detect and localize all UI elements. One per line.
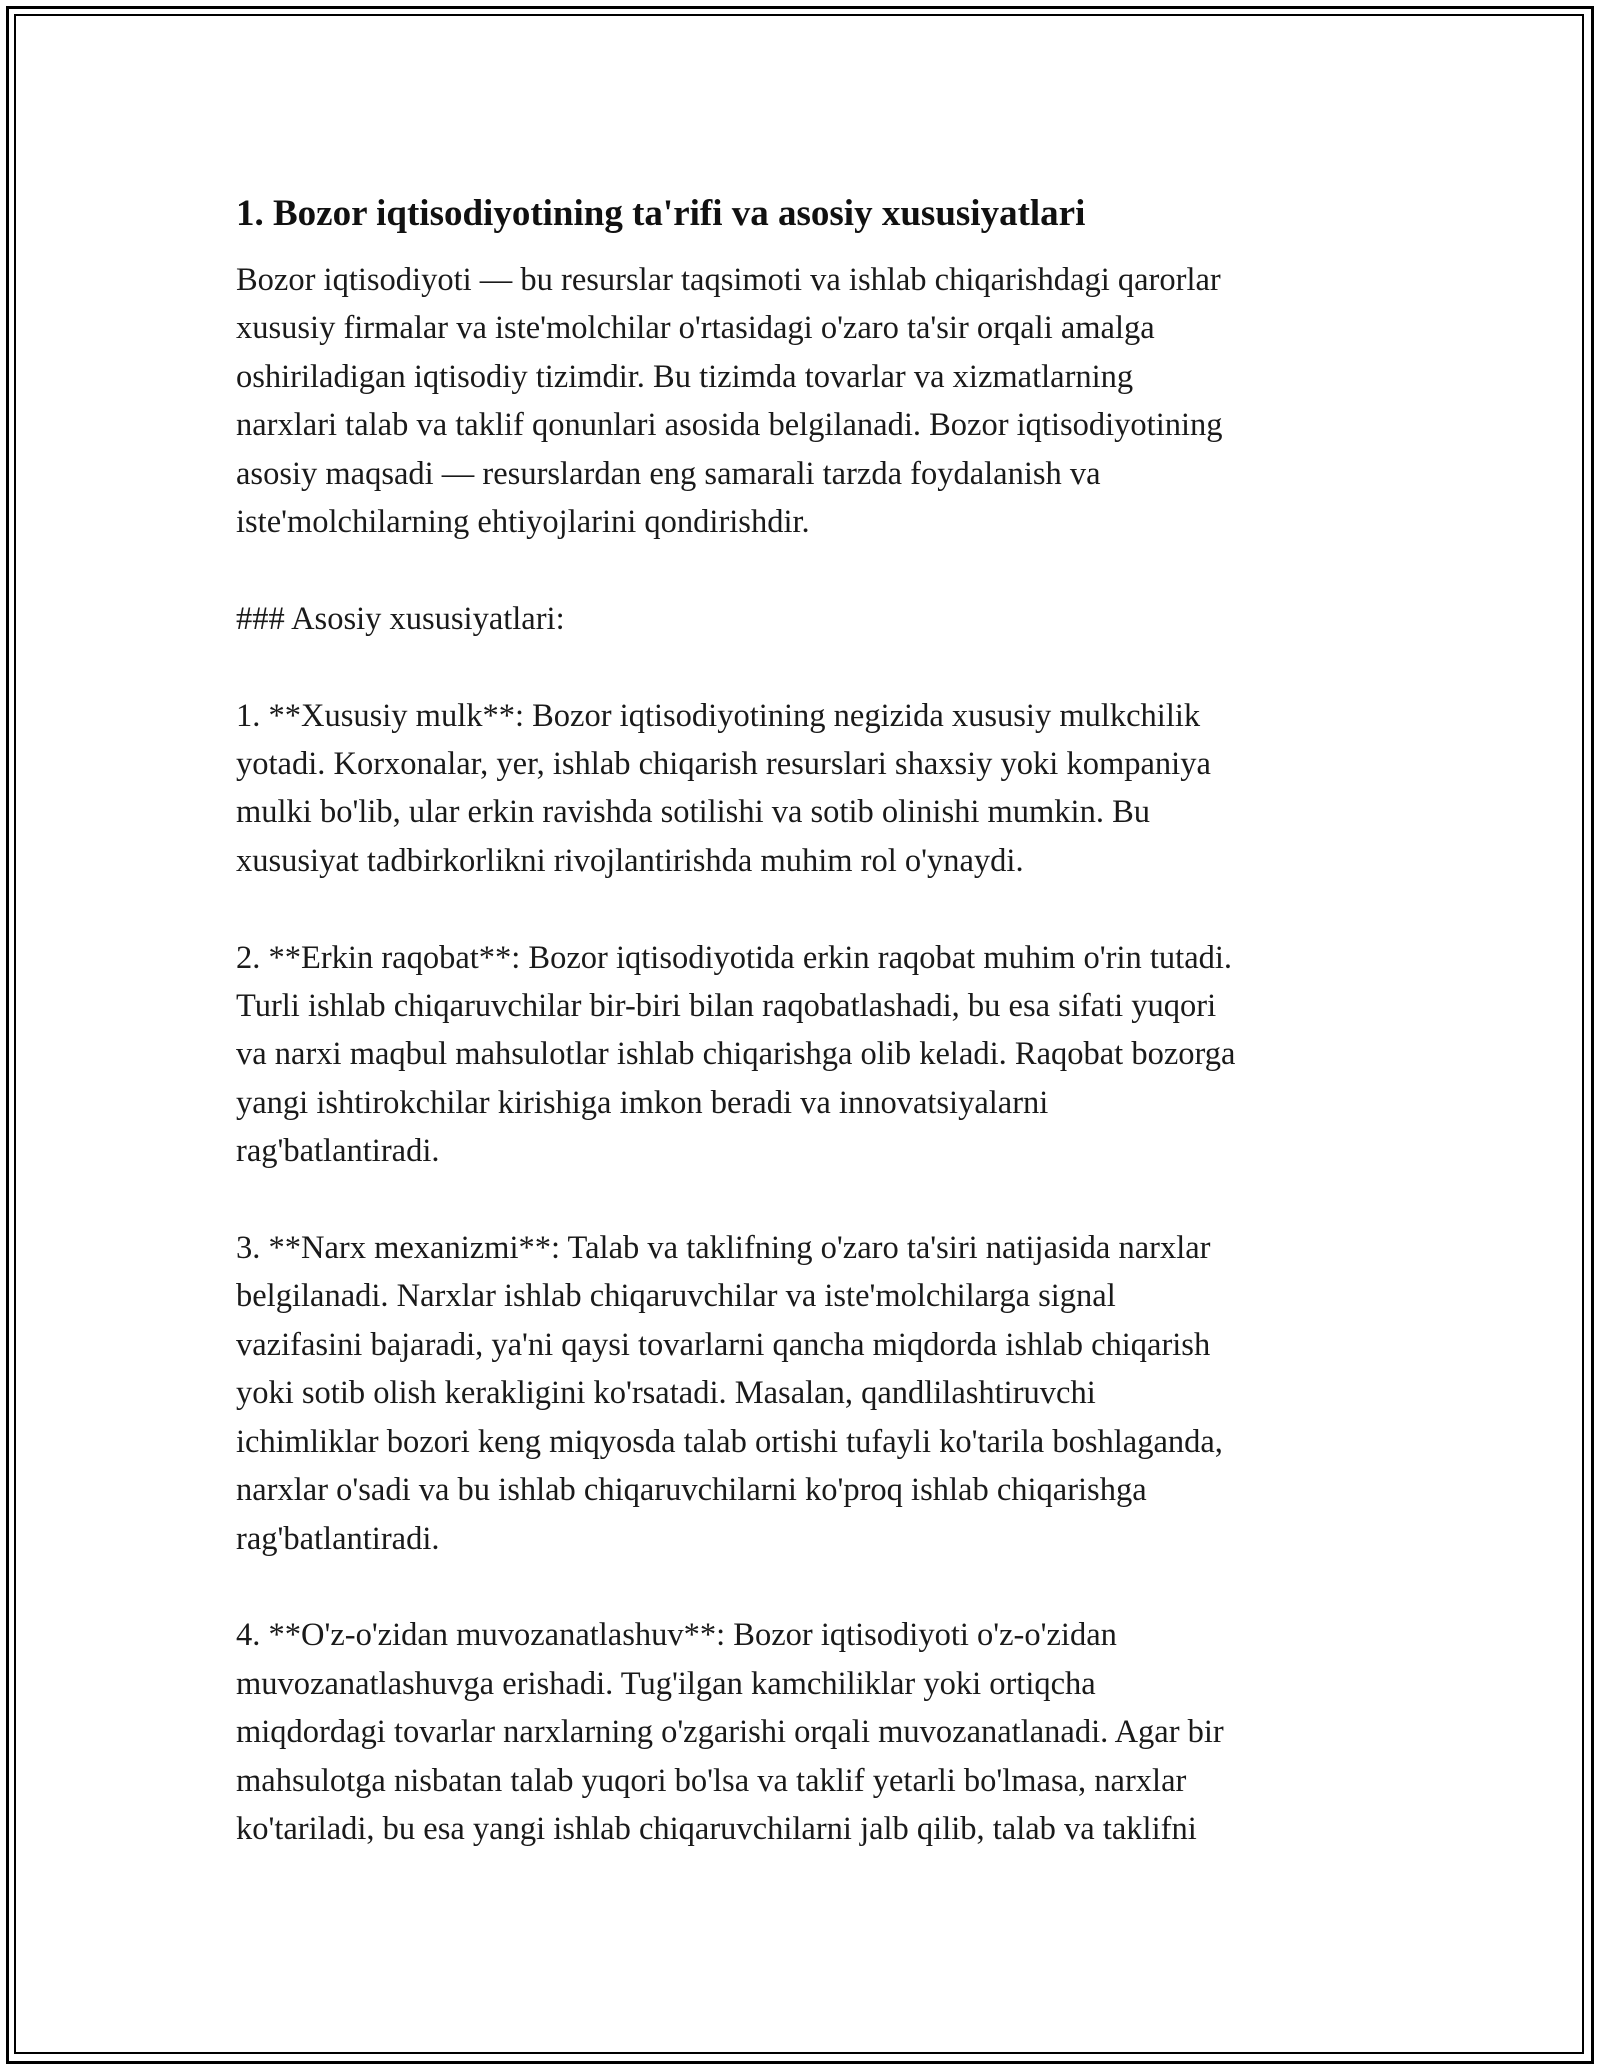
text-line: asosiy maqsadi — resurslardan eng samarali tarzda foydalanish va [236,455,1101,492]
document-body [236,186,1386,1853]
text-line: miqdordagi tovarlar narxlarning o'zgarishi orqali muvozanatlanadi. Agar bir [236,1714,1224,1751]
text-line: Bozor iqtisodiyoti — bu resurslar taqsimoti va ishlab chiqarishdagi qarorlar [236,262,1221,298]
intro-paragraph [236,256,1386,546]
text-line: ichimliklar bozori keng miqyosda talab ortishi tufayli ko'tarila boshlaganda, [236,1423,1223,1460]
paragraph-spacer [236,885,1386,933]
text-line: narxlar o'sadi va bu ishlab chiqaruvchilarni ko'proq ishlab chiqarishga [236,1472,1147,1509]
paragraph-spacer [236,1563,1386,1611]
text-line: 1. **Xususiy mulk**: Bozor iqtisodiyotining negizida xususiy mulkchilik [236,697,1201,734]
text-line: 3. **Narx mexanizmi**: Talab va taklifning o'zaro ta'siri natijasida narxlar [236,1230,1211,1267]
text-line: belgilanadi. Narxlar ishlab chiqaruvchilar va iste'molchilarga signal [236,1278,1116,1315]
text-line: xususiy firmalar va iste'molchilar o'rtasidagi o'zaro ta'sir orqali amalga [236,310,1155,347]
text-line: ### Asosiy xususiyatlari: [236,600,565,637]
text-line: 2. **Erkin raqobat**: Bozor iqtisodiyotida erkin raqobat muhim o'rin tutadi. [236,939,1233,976]
text-line: iste'molchilarning ehtiyojlarini qondirishdir. [236,504,810,541]
text-line: vazifasini bajaradi, ya'ni qaysi tovarlarni qancha miqdorda ishlab chiqarish [236,1326,1211,1363]
list-item-price-mechanism [236,1224,1386,1563]
list-item-private-property [236,692,1386,886]
section-subheading [236,595,1386,643]
document-title: 1. Bozor iqtisodiyotining ta'rifi va asosiy xususiyatlari [236,193,1086,234]
text-line: mulki bo'lib, ular erkin ravishda sotilishi va sotib olinishi mumkin. Bu [236,794,1151,831]
text-line: mahsulotga nisbatan talab yuqori bo'lsa va taklif yetarli bo'lmasa, narxlar [236,1762,1187,1799]
text-line: muvozanatlashuvga erishadi. Tug'ilgan kamchiliklar yoki ortiqcha [236,1665,1096,1702]
paragraph-spacer [236,546,1386,594]
paragraph-spacer [236,1176,1386,1224]
text-line: xususiyat tadbirkorlikni rivojlantirishda muhim rol o'ynaydi. [236,842,1024,879]
text-line: oshiriladigan iqtisodiy tizimdir. Bu tizimda tovarlar va xizmatlarning [236,358,1134,395]
list-item-free-competition [236,934,1386,1176]
text-line: 4. **O'z-o'zidan muvozanatlashuv**: Bozor iqtisodiyoti o'z-o'zidan [236,1617,1117,1654]
text-line: va narxi maqbul mahsulotlar ishlab chiqarishga olib keladi. Raqobat bozorga [236,1036,1236,1073]
text-line: yangi ishtirokchilar kirishiga imkon beradi va innovatsiyalarni [236,1084,1049,1121]
list-item-self-balancing [236,1611,1386,1853]
text-line: rag'batlantiradi. [236,1520,440,1557]
text-line: Turli ishlab chiqaruvchilar bir-biri bilan raqobatlashadi, bu esa sifati yuqori [236,988,1217,1025]
text-line: rag'batlantiradi. [236,1133,440,1170]
paragraph-spacer [236,643,1386,691]
text-line: yoki sotib olish kerakligini ko'rsatadi. Masalan, qandlilashtiruvchi [236,1375,1096,1412]
text-line: ko'tariladi, bu esa yangi ishlab chiqaruvchilarni jalb qilib, talab va taklifni [236,1810,1197,1847]
text-line: yotadi. Korxonalar, yer, ishlab chiqarish resurslari shaxsiy yoki kompaniya [236,746,1211,783]
text-line: narxlari talab va taklif qonunlari asosida belgilanadi. Bozor iqtisodiyotining [236,407,1223,444]
